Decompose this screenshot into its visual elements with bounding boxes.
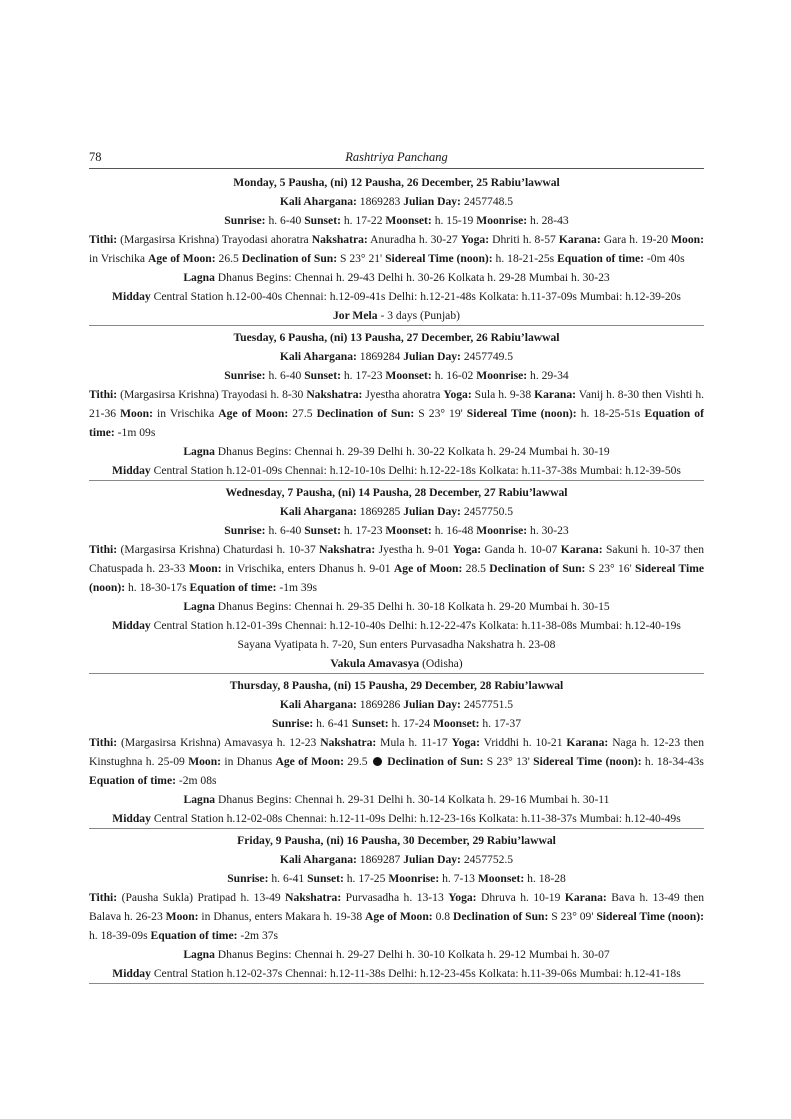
midday-value: Central Station h.12-00-40s Chennai: h.12-09-41s Delhi: h.12-21-48s Kolkata: h.11-37-09s Mumbai: h.12-39-20s [153,290,681,303]
new-moon-icon [373,757,382,766]
field-value: Ganda h. 10-07 [484,543,558,556]
ahargana-line [89,502,704,521]
field-value: S 23° 21' [339,252,383,265]
field-label: Moonrise: [388,872,440,885]
field-label: Moonrise: [476,524,528,537]
field-label: Tithi: [89,543,118,556]
field-label: Moonset: [433,717,480,730]
sun-moon-line [89,521,704,540]
field-value: h. 17-24 [391,717,431,730]
field-label: Yoga: [448,891,477,904]
field-label: Equation of time: [189,581,277,594]
ahargana-value: 1869283 [359,195,401,208]
field-value: -2m 08s [178,774,217,787]
field-value: in Vrischika [157,407,215,420]
field-value: h. 15-19 [434,214,474,227]
midday-label: Midday [112,619,151,632]
field-value: h. 18-34-43s [644,755,704,768]
field-value: (Pausha Sukla) Pratipad h. 13-49 [121,891,281,904]
ahargana-value: 1869287 [359,853,401,866]
field-label: Equation of time: [150,929,238,942]
page-header [89,150,704,169]
field-label: Equation of time: [557,252,645,265]
field-label: Equation of time: [89,407,704,439]
field-label: Tithi: [89,891,118,904]
ahargana-label: Kali Ahargana: [279,505,357,518]
lagna-line [89,790,704,809]
field-label: Sunset: [304,369,341,382]
sun-moon-line [89,211,704,230]
lagna-value: Dhanus Begins: Chennai h. 29-27 Delhi h. 30-10 Kolkata h. 29-12 Mumbai h. 30-07 [217,948,610,961]
tithi-paragraph [89,385,704,442]
field-label: Moonset: [385,369,432,382]
note-text: (Odisha) [419,657,463,670]
field-label: Sunset: [304,524,341,537]
field-value: 28.5 [465,562,486,575]
tithi-paragraph [89,888,704,945]
field-label: Declination of Sun: [316,407,415,420]
field-label: Declination of Sun: [452,910,549,923]
field-value: h. 6-41 [271,872,305,885]
field-value: h. 7-13 [442,872,475,885]
lagna-line [89,597,704,616]
field-value: S 23° 13' [486,755,530,768]
julian-value: 2457748.5 [463,195,514,208]
field-value: h. 18-39-09s [89,929,148,942]
field-value: h. 17-23 [343,524,383,537]
julian-label: Julian Day: [403,350,461,363]
field-label: Declination of Sun: [387,755,484,768]
midday-line [89,616,704,635]
field-label: Sunrise: [227,872,269,885]
field-value: Jyestha ahoratra [365,388,441,401]
midday-line [89,461,704,480]
lagna-label: Lagna [183,793,216,806]
field-value: h. 17-25 [346,872,386,885]
ahargana-line [89,192,704,211]
field-label: Moonrise: [476,369,528,382]
field-value: h. 18-25-51s [580,407,641,420]
julian-value: 2457750.5 [463,505,514,518]
field-value: Gara h. 19-20 [603,233,669,246]
ahargana-value: 1869285 [359,505,401,518]
field-value: in Dhanus, enters Makara h. 19-38 [201,910,363,923]
midday-label: Midday [112,967,151,980]
midday-value: Central Station h.12-01-09s Chennai: h.12-10-10s Delhi: h.12-22-18s Kolkata: h.11-37-38s Mumbai: h.12-39-50s [153,464,681,477]
lagna-value: Dhanus Begins: Chennai h. 29-31 Delhi h. 30-14 Kolkata h. 29-16 Mumbai h. 30-11 [218,793,610,806]
day-entry [89,326,704,481]
field-value: h. 28-43 [530,214,569,227]
field-label: Sidereal Time (noon): [385,252,493,265]
field-label: Moon: [120,407,153,420]
field-value: Anuradha h. 30-27 [370,233,458,246]
midday-value: Central Station h.12-02-37s Chennai: h.12-11-38s Delhi: h.12-23-45s Kolkata: h.11-39-06s Mumbai: h.12-41-18s [153,967,681,980]
field-label: Age of Moon: [365,910,433,923]
field-value: 0.8 [435,910,451,923]
field-label: Tithi: [89,233,118,246]
field-value: h. 30-23 [530,524,569,537]
field-label: Moon: [188,755,222,768]
day-heading: Tuesday, 6 Pausha, (ni) 13 Pausha, 27 December, 26 Rabiu’lawwal [233,331,560,344]
julian-value: 2457749.5 [463,350,514,363]
field-label: Yoga: [451,736,480,749]
field-label: Declination of Sun: [489,562,586,575]
field-value: h. 6-40 [268,369,302,382]
field-value: h. 18-30-17s [127,581,187,594]
field-label: Karana: [558,233,601,246]
field-label: Sunset: [351,717,389,730]
lagna-line [89,945,704,964]
field-label: Moonset: [385,524,432,537]
day-heading: Thursday, 8 Pausha, (ni) 15 Pausha, 29 December, 28 Rabiu’lawwal [229,679,564,692]
field-label: Age of Moon: [148,252,216,265]
field-value: Vriddhi h. 10-21 [483,736,563,749]
field-label: Moon: [165,910,199,923]
julian-label: Julian Day: [403,698,461,711]
field-value: Purvasadha h. 13-13 [345,891,444,904]
field-label: Age of Moon: [393,562,463,575]
field-value: 27.5 [292,407,313,420]
field-label: Sidereal Time (noon): [466,407,577,420]
field-value: Naga h. 12-23 then Kinstughna h. 25-09 [89,736,704,768]
ahargana-line [89,850,704,869]
ahargana-line [89,347,704,366]
field-value: h. 16-48 [434,524,474,537]
day-entry [89,171,704,326]
field-label: Nakshatra: [320,736,377,749]
field-value: (Margasirsa Krishna) Trayodasi ahoratra [120,233,309,246]
lagna-line [89,442,704,461]
field-label: Moon: [188,562,222,575]
field-value: (Margasirsa Krishna) Amavasya h. 12-23 [121,736,317,749]
field-label: Moonset: [385,214,432,227]
field-value: -1m 39s [279,581,318,594]
day-entry [89,481,704,674]
ahargana-value: 1869284 [359,350,401,363]
julian-label: Julian Day: [403,505,461,518]
field-value: h. 16-02 [434,369,474,382]
field-value: -0m 40s [646,252,685,265]
julian-value: 2457751.5 [463,698,514,711]
midday-line [89,809,704,828]
midday-value: Central Station h.12-02-08s Chennai: h.12-11-09s Delhi: h.12-23-16s Kolkata: h.11-38-37s Mumbai: h.12-40-49s [153,812,681,825]
field-label: Nakshatra: [306,388,363,401]
field-value: Sula h. 9-38 [474,388,532,401]
field-value: in Vrischika, enters Dhanus h. 9-01 [224,562,391,575]
midday-value: Central Station h.12-01-39s Chennai: h.12-10-40s Delhi: h.12-22-47s Kolkata: h.11-38-08s Mumbai: h.12-40-19s [153,619,681,632]
page-number: 78 [89,150,102,164]
sun-moon-line [89,714,704,733]
ahargana-label: Kali Ahargana: [279,698,357,711]
day-heading: Wednesday, 7 Pausha, (ni) 14 Pausha, 28 December, 27 Rabiu’lawwal [225,486,568,499]
field-value: in Vrischika [89,252,146,265]
field-value: (Margasirsa Krishna) Trayodasi h. 8-30 [120,388,304,401]
field-value: h. 18-21-25s [495,252,555,265]
field-label: Declination of Sun: [241,252,338,265]
festival-note [89,654,704,673]
tithi-paragraph [89,733,704,790]
field-label: Tithi: [89,388,118,401]
festival-note [89,306,704,325]
lagna-value: Dhanus Begins: Chennai h. 29-39 Delhi h. 30-22 Kolkata h. 29-24 Mumbai h. 30-19 [217,445,610,458]
field-value: in Dhanus [224,755,273,768]
field-value: h. 6-40 [268,214,302,227]
running-title: Rashtriya Panchang [345,150,448,164]
field-value: Bava h. 13-49 then Balava h. 26-23 [89,891,705,923]
note-text: Sayana Vyatipata h. 7-20, Sun enters Purvasadha Nakshatra h. 23-08 [237,638,556,651]
field-value: S 23° 19' [418,407,463,420]
tithi-paragraph [89,230,704,268]
field-label: Sunrise: [224,369,266,382]
lagna-label: Lagna [183,271,215,284]
field-label: Nakshatra: [285,891,342,904]
day-heading: Monday, 5 Pausha, (ni) 12 Pausha, 26 December, 25 Rabiu’lawwal [233,176,560,189]
field-value: 26.5 [218,252,239,265]
field-value: (Margasirsa Krishna) Chaturdasi h. 10-37 [120,543,316,556]
lagna-value: Dhanus Begins: Chennai h. 29-35 Delhi h. 30-18 Kolkata h. 29-20 Mumbai h. 30-15 [217,600,610,613]
field-value: h. 6-41 [316,717,349,730]
midday-label: Midday [112,812,151,825]
ahargana-line [89,695,704,714]
field-value: S 23° 16' [588,562,632,575]
ahargana-label: Kali Ahargana: [279,853,357,866]
field-label: Sidereal Time (noon): [596,910,704,923]
field-value: h. 29-34 [530,369,569,382]
field-label: Karana: [534,388,576,401]
field-value: Jyestha h. 9-01 [378,543,450,556]
field-label: Sunrise: [224,524,266,537]
field-label: Nakshatra: [311,233,368,246]
field-value: -2m 37s [240,929,279,942]
julian-label: Julian Day: [403,195,461,208]
julian-label: Julian Day: [403,853,461,866]
day-entries [89,171,704,984]
field-label: Karana: [564,891,607,904]
field-value: h. 17-22 [343,214,383,227]
tithi-paragraph [89,540,704,597]
day-entry [89,829,704,984]
field-label: Karana: [560,543,603,556]
field-label: Equation of time: [89,774,176,787]
ahargana-value: 1869286 [359,698,401,711]
day-heading: Friday, 9 Pausha, (ni) 16 Pausha, 30 December, 29 Rabiu’lawwal [237,834,556,847]
day-entry [89,674,704,829]
field-value: h. 6-40 [268,524,302,537]
midday-line [89,964,704,983]
field-value: -1m 09s [117,426,156,439]
field-label: Yoga: [460,233,490,246]
field-label: Sidereal Time (noon): [533,755,642,768]
field-label: Moonrise: [476,214,528,227]
field-value: Sakuni h. 10-37 then Chatuspada h. 23-33 [89,543,705,575]
field-label: Sunset: [304,214,341,227]
sun-moon-line [89,366,704,385]
field-value: h. 17-37 [482,717,522,730]
field-value: h. 18-28 [527,872,566,885]
field-label: Sunset: [307,872,344,885]
ahargana-label: Kali Ahargana: [279,195,357,208]
field-label: Moon: [671,233,704,246]
field-value: S 23° 09' [551,910,594,923]
field-label: Age of Moon: [275,755,344,768]
festival-note [89,635,704,654]
field-value: Dhriti h. 8-57 [492,233,556,246]
ahargana-label: Kali Ahargana: [279,350,357,363]
field-value: Dhruva h. 10-19 [481,891,561,904]
field-label: Moonset: [477,872,525,885]
midday-label: Midday [112,464,151,477]
note-text: Vakula Amavasya [330,657,420,670]
field-label: Tithi: [89,736,118,749]
field-label: Yoga: [443,388,472,401]
field-label: Sunrise: [224,214,266,227]
lagna-value: Dhanus Begins: Chennai h. 29-43 Delhi h. 30-26 Kolkata h. 29-28 Mumbai h. 30-23 [217,271,610,284]
field-value: h. 17-23 [343,369,383,382]
lagna-line [89,268,704,287]
field-value: Mula h. 11-17 [380,736,448,749]
midday-label: Midday [112,290,151,303]
field-label: Yoga: [452,543,482,556]
field-value: 29.5 [347,755,368,768]
field-label: Age of Moon: [218,407,289,420]
lagna-label: Lagna [183,948,215,961]
midday-line [89,287,704,306]
julian-value: 2457752.5 [463,853,514,866]
note-text: Jor Mela [333,309,378,322]
field-label: Sunrise: [271,717,314,730]
lagna-label: Lagna [183,445,215,458]
lagna-label: Lagna [183,600,215,613]
field-label: Sidereal Time (noon): [89,562,705,594]
field-label: Karana: [566,736,609,749]
sun-moon-line [89,869,704,888]
field-label: Nakshatra: [319,543,376,556]
field-value: Vanij h. 8-30 then Vishti h. 21-36 [89,388,705,420]
note-text: - 3 days (Punjab) [377,309,460,322]
